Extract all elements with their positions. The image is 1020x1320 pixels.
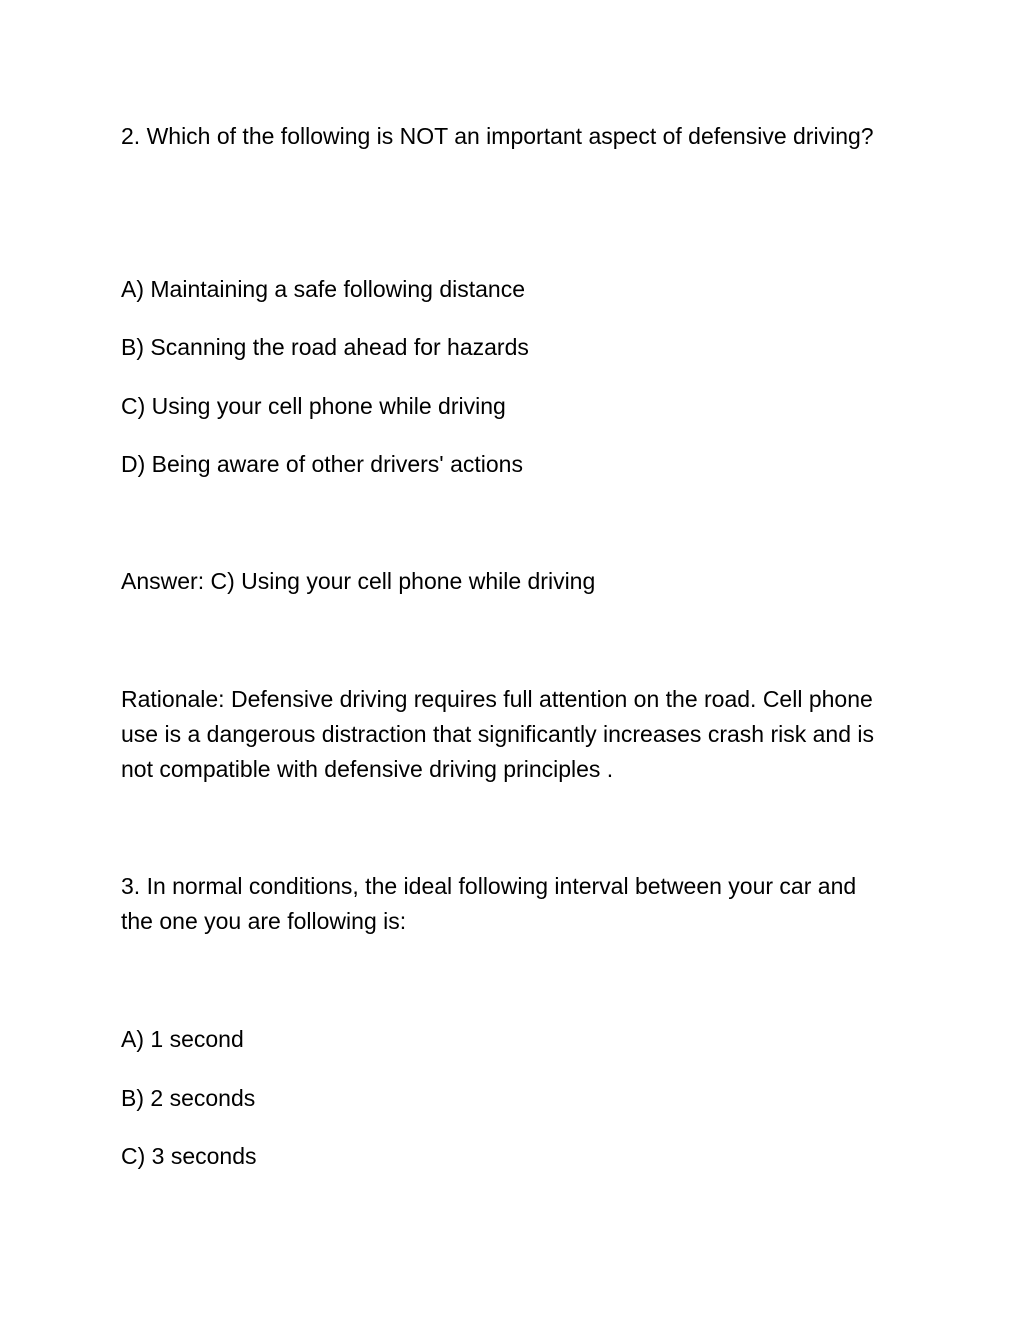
question-3-prompt: 3. In normal conditions, the ideal following interval between your car and the one you are following is:: [121, 873, 857, 934]
question-2-option-d: D) Being aware of other drivers' actions: [121, 451, 523, 477]
question-3-option-a: A) 1 second: [121, 1026, 244, 1052]
question-3-option-b: B) 2 seconds: [121, 1085, 256, 1111]
question-2-option-a: A) Maintaining a safe following distance: [121, 276, 526, 302]
question-2-option-b: B) Scanning the road ahead for hazards: [121, 334, 529, 360]
question-2-prompt: 2. Which of the following is NOT an important aspect of defensive driving?: [121, 123, 874, 149]
question-3-option-c: C) 3 seconds: [121, 1143, 257, 1169]
question-2-answer: Answer: C) Using your cell phone while driving: [121, 568, 596, 594]
question-2-option-c: C) Using your cell phone while driving: [121, 393, 506, 419]
question-2-rationale: Rationale: Defensive driving requires full attention on the road. Cell phone use is a dangerous distraction that significantly increases crash risk and is not compatible with defensive driving principles .: [121, 686, 874, 782]
